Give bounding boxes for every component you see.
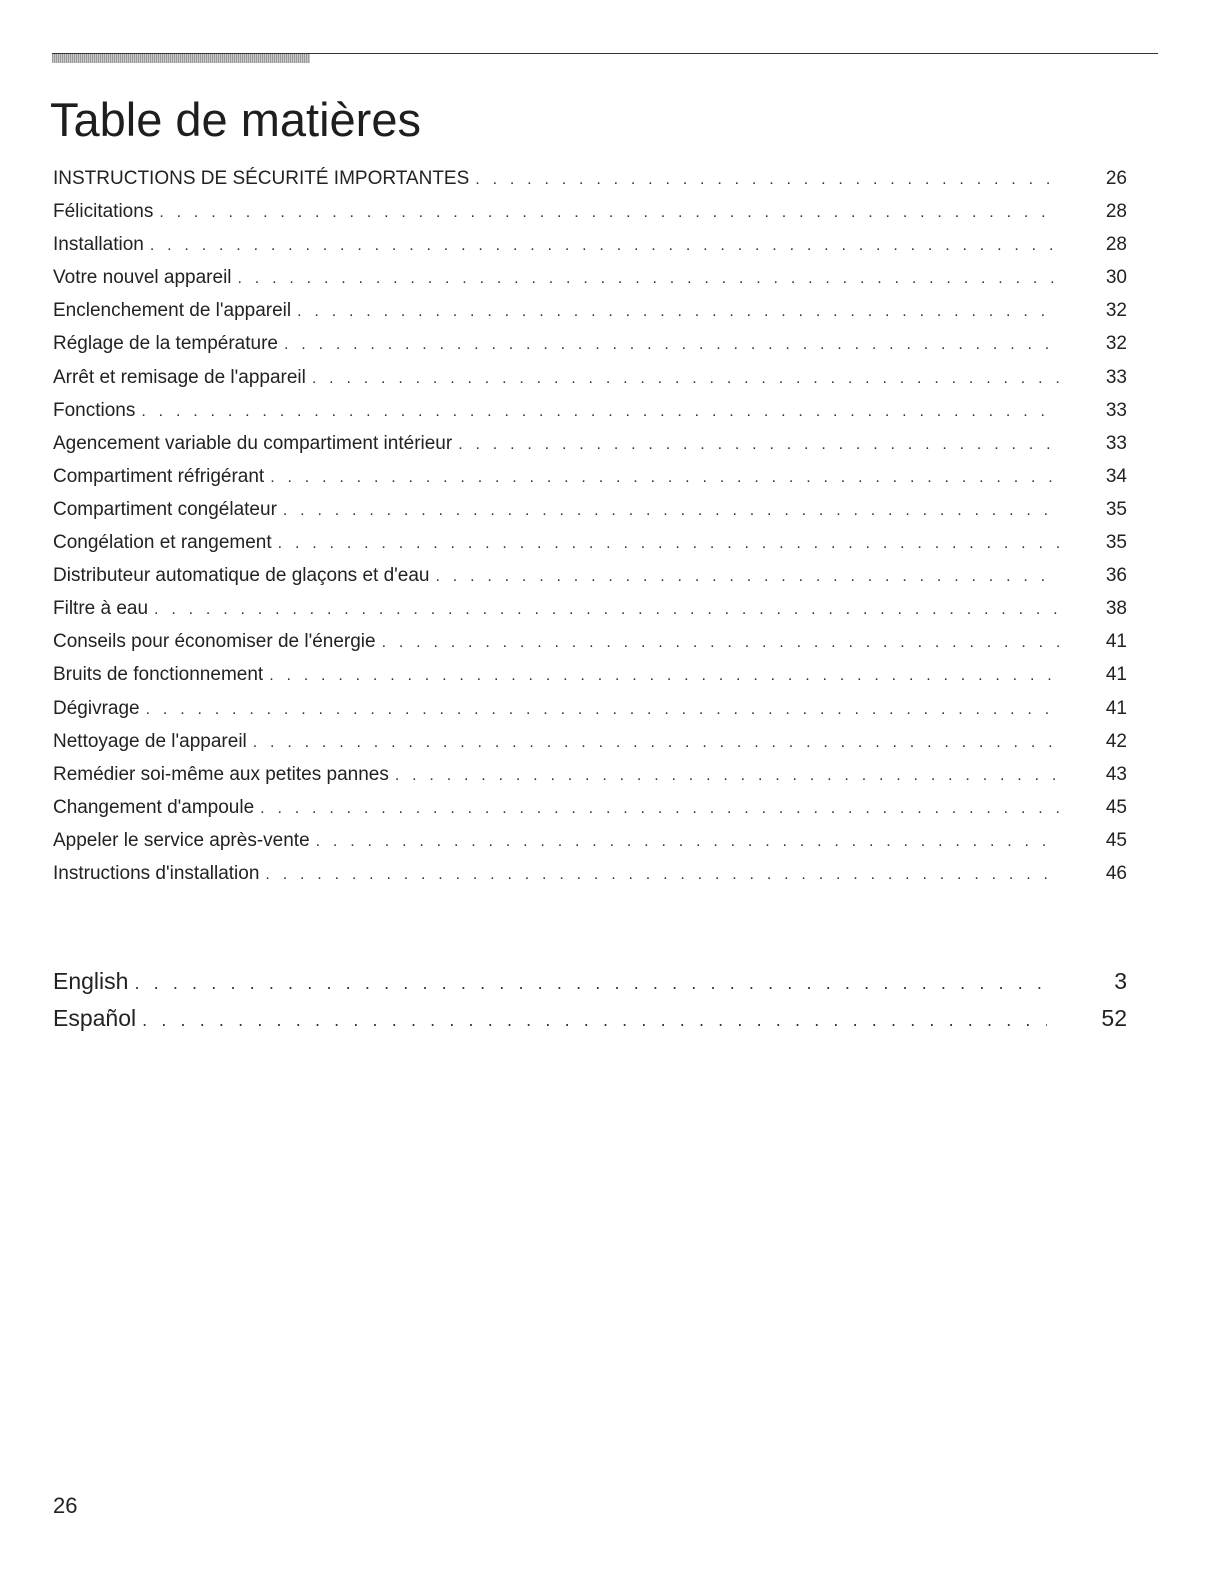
- toc-entry-page: 26: [1105, 168, 1127, 189]
- toc-entry-page: 33: [1105, 366, 1127, 388]
- toc-entry-page: 41: [1105, 631, 1127, 653]
- toc-entry[interactable]: [53, 860, 1127, 893]
- toc-entry-label: Dégivrage: [53, 697, 140, 719]
- toc-leader-dots: [269, 662, 1059, 690]
- language-entry-page: 52: [1101, 1005, 1127, 1031]
- toc-entry-label: Filtre à eau: [53, 598, 149, 620]
- toc-entry-page: 34: [1105, 465, 1127, 487]
- toc-entry-page: 35: [1105, 498, 1127, 520]
- toc-entry-page: 35: [1105, 532, 1127, 554]
- toc-entry[interactable]: [53, 794, 1127, 827]
- toc-entry-label: Enclenchement de l'appareil: [53, 300, 292, 322]
- toc-entry-page: 33: [1105, 432, 1127, 454]
- toc-entry-page: 28: [1105, 234, 1127, 256]
- language-entry-espanol[interactable]: [53, 1001, 1127, 1038]
- toc-leader-dots: [159, 199, 1059, 227]
- toc-leader-dots: [458, 431, 1059, 459]
- toc-entry-page: 32: [1105, 333, 1127, 355]
- toc-entry-label: Installation: [53, 234, 144, 256]
- toc-leader-dots: [150, 232, 1059, 260]
- toc-leader-dots: [284, 331, 1059, 359]
- toc-entry-label: Nettoyage de l'appareil: [53, 730, 247, 752]
- toc-entry[interactable]: [53, 595, 1127, 628]
- toc-entry-label: Distributeur automatique de glaçons et d'eau: [53, 565, 430, 587]
- toc-entry-page: 30: [1105, 267, 1127, 289]
- toc-entry[interactable]: [53, 264, 1127, 297]
- toc-entry-page: 45: [1105, 796, 1127, 818]
- toc-entry-label: Bruits de fonctionnement: [53, 664, 264, 686]
- toc-entry[interactable]: [53, 397, 1127, 430]
- toc-leader-dots: [316, 828, 1059, 856]
- toc-entry-label: INSTRUCTIONS DE SÉCURITÉ IMPORTANTES: [53, 168, 470, 189]
- toc-leader-dots: [382, 629, 1059, 657]
- toc-leader-dots: [141, 398, 1059, 426]
- toc-entry[interactable]: [53, 661, 1127, 694]
- language-entry-page: 3: [1114, 968, 1127, 994]
- toc-leader-dots: [435, 563, 1059, 591]
- toc-entry-page: 28: [1105, 201, 1127, 223]
- toc-entry-label: Votre nouvel appareil: [53, 267, 232, 289]
- toc-entry-label: Réglage de la température: [53, 333, 278, 355]
- toc-entry-page: 41: [1105, 697, 1127, 719]
- toc-entry-label: Conseils pour économiser de l'énergie: [53, 631, 376, 653]
- toc-leader-dots: [260, 795, 1059, 823]
- toc-entry-label: Remédier soi-même aux petites pannes: [53, 763, 389, 785]
- toc-entry-page: 42: [1105, 730, 1127, 752]
- toc-entry[interactable]: [53, 761, 1127, 794]
- toc-entry[interactable]: [53, 165, 1127, 198]
- toc-entry[interactable]: [53, 231, 1127, 264]
- toc-leader-dots: [475, 166, 1059, 194]
- toc-entry-label: Agencement variable du compartiment intérieur: [53, 432, 453, 454]
- toc-leader-dots: [283, 497, 1059, 525]
- toc-entry[interactable]: [53, 695, 1127, 728]
- table-of-contents: [53, 165, 1127, 893]
- toc-entry-page: 38: [1105, 598, 1127, 620]
- toc-entry-label: Fonctions: [53, 399, 136, 421]
- toc-entry[interactable]: [53, 728, 1127, 761]
- toc-entry[interactable]: [53, 364, 1127, 397]
- toc-entry-label: Congélation et rangement: [53, 532, 272, 554]
- toc-entry-page: 46: [1105, 862, 1127, 884]
- toc-entry[interactable]: [53, 562, 1127, 595]
- toc-entry[interactable]: [53, 827, 1127, 860]
- toc-entry-page: 32: [1105, 300, 1127, 322]
- toc-leader-dots: [270, 464, 1059, 492]
- toc-entry[interactable]: [53, 463, 1127, 496]
- toc-leader-dots: [265, 861, 1059, 889]
- toc-entry-page: 33: [1105, 399, 1127, 421]
- toc-entry-label: Compartiment congélateur: [53, 498, 277, 520]
- language-entry-english[interactable]: [53, 964, 1127, 1001]
- toc-entry[interactable]: [53, 496, 1127, 529]
- toc-entry[interactable]: [53, 628, 1127, 661]
- toc-entry-page: 36: [1105, 565, 1127, 587]
- toc-entry-page: 41: [1105, 664, 1127, 686]
- toc-entry[interactable]: [53, 529, 1127, 562]
- toc-entry-label: Appeler le service après-vente: [53, 829, 310, 851]
- toc-entry-label: Changement d'ampoule: [53, 796, 255, 818]
- language-index: [53, 964, 1127, 1038]
- toc-leader-dots: [238, 265, 1059, 293]
- toc-entry-page: 45: [1105, 829, 1127, 851]
- toc-leader-dots: [142, 1003, 1047, 1037]
- toc-leader-dots: [278, 530, 1059, 558]
- toc-leader-dots: [146, 696, 1059, 724]
- page-number: 26: [53, 1493, 78, 1518]
- toc-entry-page: 43: [1105, 763, 1127, 785]
- language-entry-label: English: [53, 968, 129, 994]
- toc-leader-dots: [154, 596, 1059, 624]
- toc-leader-dots: [134, 966, 1047, 1000]
- page-title: Table de matières: [50, 93, 421, 146]
- header-band: [52, 54, 310, 63]
- toc-entry-label: Instructions d'installation: [53, 862, 260, 884]
- toc-entry[interactable]: [53, 430, 1127, 463]
- toc-entry[interactable]: [53, 198, 1127, 231]
- toc-leader-dots: [253, 729, 1059, 757]
- toc-entry-label: Compartiment réfrigérant: [53, 465, 265, 487]
- toc-entry-label: Arrêt et remisage de l'appareil: [53, 366, 306, 388]
- toc-leader-dots: [312, 365, 1059, 393]
- toc-entry-label: Félicitations: [53, 201, 154, 223]
- toc-leader-dots: [297, 298, 1059, 326]
- language-entry-label: Español: [53, 1005, 137, 1031]
- toc-leader-dots: [395, 762, 1059, 790]
- toc-entry[interactable]: [53, 330, 1127, 363]
- toc-entry[interactable]: [53, 297, 1127, 330]
